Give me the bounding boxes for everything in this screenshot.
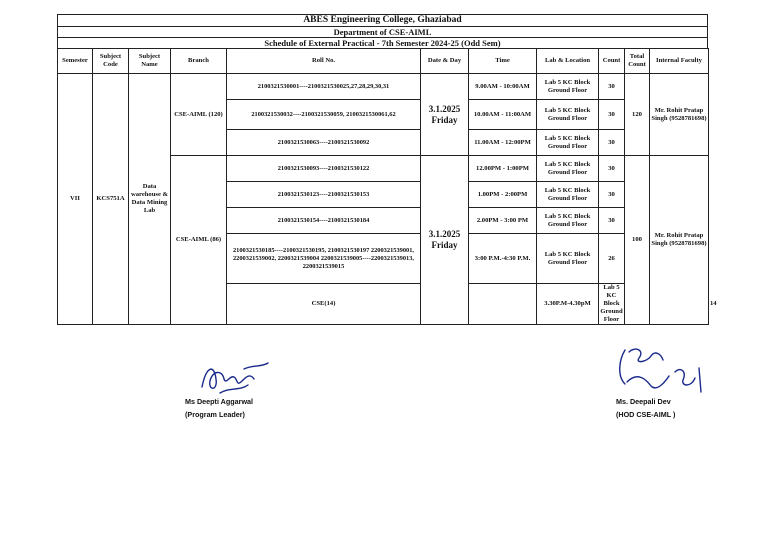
lab-cell: Lab 5 KC Block Ground Floor	[537, 100, 599, 130]
branch-cell: CSE-AIML (86)	[171, 156, 227, 325]
left-signatory-name: Ms Deepti Aggarwal	[185, 397, 254, 406]
time-cell: 2.00PM - 3:00 PM	[469, 208, 537, 234]
lab-cell: Lab 5 KC Block Ground Floor	[537, 130, 599, 156]
left-signature-scribble	[196, 357, 276, 397]
date-cell: 3.1.2025 Friday	[421, 156, 469, 325]
col-total-count: Total Count	[625, 49, 650, 74]
col-internal-faculty: Internal Faculty	[650, 49, 709, 74]
time-cell: 3.30P.M-4.30pM	[537, 284, 599, 325]
time-cell: 12.00PM - 1:00PM	[469, 156, 537, 182]
col-roll-no: Roll No.	[227, 49, 421, 74]
department-title: Department of CSE-AIML	[57, 26, 708, 37]
lab-cell: Lab 5 KC Block Ground Floor	[537, 156, 599, 182]
date-cell: 3.1.2025 Friday	[421, 74, 469, 156]
right-signature-scribble	[605, 342, 715, 402]
count-cell: 30	[599, 74, 625, 100]
roll-range-cell: 2100321530154----2100321530184	[227, 208, 421, 234]
roll-range-cell: 2100321530185----2100321530195, 2100321530197 2200321539001, 2200321539002, 2200321539004 2200321539005----2200321539013, 2200321539015	[227, 234, 421, 284]
time-cell: 3:00 P.M.-4:30 P.M.	[469, 234, 537, 284]
lab-cell: Lab 5 KC Block Ground Floor	[537, 74, 599, 100]
col-branch: Branch	[171, 49, 227, 74]
subject-name-cell: Data warehouse & Data Mining Lab	[129, 74, 171, 325]
branch-cell: CSE(14)	[227, 284, 421, 325]
col-time: Time	[469, 49, 537, 74]
time-cell: 11.00AM - 12:00PM	[469, 130, 537, 156]
count-cell: 30	[599, 208, 625, 234]
time-cell: 1.00PM - 2:00PM	[469, 182, 537, 208]
col-count: Count	[599, 49, 625, 74]
lab-cell: Lab 5 KC Block Ground Floor	[537, 208, 599, 234]
count-cell: 30	[599, 100, 625, 130]
lab-cell: Lab 5 KC Block Ground Floor	[600, 284, 623, 323]
roll-range-cell: 2100321530063----2100321530092	[227, 130, 421, 156]
branch-cell: CSE-AIML (120)	[171, 74, 227, 156]
lab-cell: Lab 5 KC Block Ground Floor	[537, 234, 599, 284]
college-title: ABES Engineering College, Ghaziabad	[57, 14, 708, 26]
roll-range-cell	[469, 284, 537, 325]
faculty-cell: Mr. Rohit Pratap Singh (9528781698)	[650, 156, 709, 325]
time-cell: 10.00AM - 11:00AM	[469, 100, 537, 130]
subject-code-cell: KCS751A	[93, 74, 129, 325]
col-date-day: Date & Day	[421, 49, 469, 74]
semester-cell: VII	[58, 74, 93, 325]
faculty-cell: Mr. Rohit Pratap Singh (9528781698)	[650, 74, 709, 156]
schedule-title: Schedule of External Practical - 7th Semester 2024-25 (Odd Sem)	[57, 37, 708, 48]
col-subject-name: Subject Name	[129, 49, 171, 74]
total-count-cell: 100	[625, 156, 650, 325]
time-cell: 9.00AM - 10:00AM	[469, 74, 537, 100]
count-cell: 30	[599, 156, 625, 182]
table-header-row	[58, 49, 709, 74]
table-row	[58, 74, 709, 100]
col-semester: Semester	[58, 49, 93, 74]
roll-range-cell: 2100321530001----2100321530025,27,28,29,30,31	[227, 74, 421, 100]
col-subject-code: Subject Code	[93, 49, 129, 74]
total-count-cell: 120	[625, 74, 650, 156]
roll-range-cell: 2100321530093----2100321530122	[227, 156, 421, 182]
lab-cell: Lab 5 KC Block Ground Floor	[537, 182, 599, 208]
right-signatory-name: Ms. Deepali Dev	[616, 397, 671, 406]
col-lab-location: Lab & Location	[537, 49, 599, 74]
count-cell: 26	[599, 234, 625, 284]
schedule-sheet	[57, 14, 717, 325]
right-signatory-role: (HOD CSE-AIML )	[616, 410, 676, 419]
count-cell: 30	[599, 182, 625, 208]
roll-range-cell: 2100321530123----2100321530153	[227, 182, 421, 208]
schedule-table	[57, 48, 717, 325]
roll-range-cell: 2100321530032----2100321530059, 2100321530061,62	[227, 100, 421, 130]
table-row: CSE(14) 3.30P.M-4.30pM Lab 5 KC Block Ground Floor 14	[58, 284, 709, 325]
count-cell: 30	[599, 130, 625, 156]
left-signatory-role: (Program Leader)	[185, 410, 245, 419]
